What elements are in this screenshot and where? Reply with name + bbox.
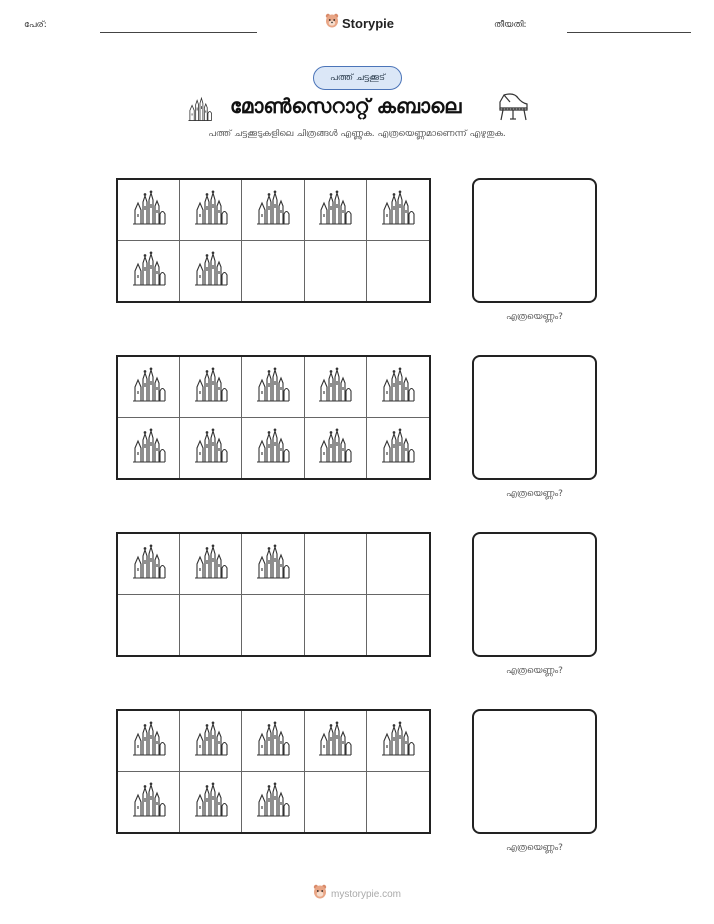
answer-box-2[interactable]	[472, 355, 597, 480]
frame-cell	[180, 711, 242, 772]
answer-label-2: എത്രയെണ്ണം?	[506, 489, 563, 499]
answer-box-4[interactable]	[472, 709, 597, 834]
date-label: തീയതി:	[494, 20, 527, 30]
brand-logo	[325, 13, 394, 33]
city-landmark-icon	[131, 190, 167, 230]
frame-cell	[180, 357, 242, 418]
city-landmark-icon	[380, 721, 416, 761]
frame-cell	[118, 534, 180, 595]
frame-cell	[118, 357, 180, 418]
frame-cell	[305, 711, 367, 772]
frame-cell	[118, 180, 180, 241]
frame-cell	[305, 180, 367, 241]
grand-piano-icon	[496, 92, 530, 126]
frame-cell	[242, 357, 304, 418]
answer-label-1: എത്രയെണ്ണം?	[506, 312, 563, 322]
storypie-mascot-icon	[325, 13, 339, 33]
storypie-mascot-icon	[313, 884, 327, 904]
ten-frame-4	[116, 709, 431, 834]
city-landmark-icon	[255, 544, 291, 584]
city-landmark-icon	[255, 367, 291, 407]
city-landmark-icon	[193, 721, 229, 761]
name-write-line[interactable]	[100, 32, 257, 33]
frame-cell	[180, 241, 242, 302]
frame-cell	[118, 711, 180, 772]
frame-cell	[180, 180, 242, 241]
city-landmark-icon	[193, 428, 229, 468]
city-landmark-icon	[380, 428, 416, 468]
frame-cell	[242, 772, 304, 833]
city-landmark-icon	[255, 782, 291, 822]
footer	[0, 884, 714, 904]
frame-cell	[305, 534, 367, 595]
city-landmark-icon	[131, 428, 167, 468]
city-landmark-icon	[255, 721, 291, 761]
city-landmark-icon	[317, 428, 353, 468]
page-title: മോൺസെറാറ്റ് കബാലെ	[230, 94, 462, 118]
frame-cell	[180, 772, 242, 833]
instructions: പത്ത് ചട്ടക്കൂടുകളിലെ ചിത്രങ്ങൾ എണ്ണുക. എത്രയെണ്ണമാണെന്ന് എഴുതുക.	[208, 129, 506, 139]
frame-cell	[242, 241, 304, 302]
city-landmark-icon	[131, 782, 167, 822]
frame-cell	[367, 241, 429, 302]
answer-box-3[interactable]	[472, 532, 597, 657]
ten-frame-2	[116, 355, 431, 480]
frame-cell	[305, 595, 367, 656]
answer-label-4: എത്രയെണ്ണം?	[506, 843, 563, 853]
city-landmark-icon	[255, 190, 291, 230]
frame-cell	[305, 241, 367, 302]
frame-cell	[118, 418, 180, 479]
frame-cell	[367, 534, 429, 595]
footer-url: mystorypie.com	[330, 888, 401, 900]
frame-cell	[367, 595, 429, 656]
answer-label-3: എത്രയെണ്ണം?	[506, 666, 563, 676]
city-landmark-icon	[186, 96, 214, 126]
name-label: പേര്:	[24, 20, 47, 30]
date-write-line[interactable]	[567, 32, 691, 33]
frame-cell	[180, 418, 242, 479]
frame-cell	[242, 180, 304, 241]
ten-frame-3	[116, 532, 431, 657]
frame-cell	[305, 772, 367, 833]
city-landmark-icon	[317, 367, 353, 407]
city-landmark-icon	[380, 190, 416, 230]
city-landmark-icon	[193, 251, 229, 291]
frame-cell	[180, 595, 242, 656]
frame-cell	[242, 418, 304, 479]
city-landmark-icon	[255, 428, 291, 468]
frame-cell	[305, 357, 367, 418]
city-landmark-icon	[317, 721, 353, 761]
city-landmark-icon	[131, 367, 167, 407]
city-landmark-icon	[317, 190, 353, 230]
frame-cell	[118, 595, 180, 656]
city-landmark-icon	[131, 544, 167, 584]
city-landmark-icon	[193, 190, 229, 230]
frame-cell	[242, 534, 304, 595]
worksheet-type-badge: പത്ത് ചട്ടക്കൂട്	[313, 66, 402, 90]
city-landmark-icon	[131, 721, 167, 761]
answer-box-1[interactable]	[472, 178, 597, 303]
brand-name: Storypie	[342, 15, 395, 31]
frame-cell	[180, 534, 242, 595]
city-landmark-icon	[380, 367, 416, 407]
ten-frame-1	[116, 178, 431, 303]
frame-cell	[305, 418, 367, 479]
frame-cell	[118, 772, 180, 833]
frame-cell	[367, 180, 429, 241]
title-row	[0, 92, 714, 126]
frame-cell	[367, 357, 429, 418]
frame-cell	[242, 595, 304, 656]
city-landmark-icon	[193, 782, 229, 822]
city-landmark-icon	[131, 251, 167, 291]
frame-cell	[242, 711, 304, 772]
frame-cell	[367, 418, 429, 479]
frame-cell	[367, 711, 429, 772]
frame-cell	[367, 772, 429, 833]
frame-cell	[118, 241, 180, 302]
city-landmark-icon	[193, 367, 229, 407]
city-landmark-icon	[193, 544, 229, 584]
